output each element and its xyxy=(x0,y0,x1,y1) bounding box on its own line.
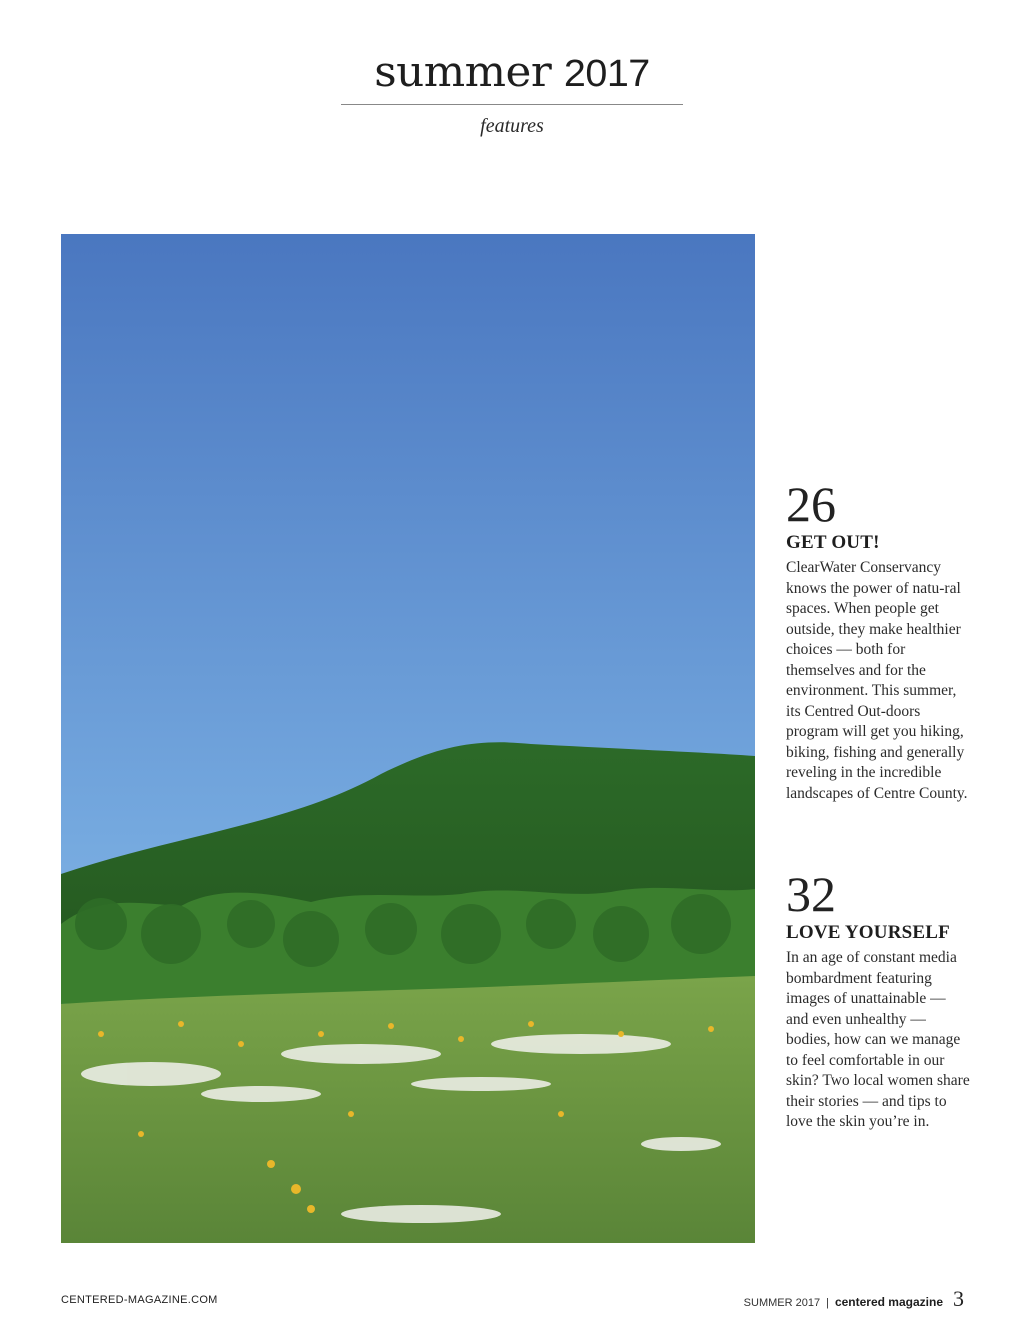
feature-title: LOVE YOURSELF xyxy=(786,922,950,943)
masthead xyxy=(341,46,683,138)
footer-issue: SUMMER 2017 xyxy=(743,1297,821,1309)
feature-page-number: 32 xyxy=(786,866,836,922)
hillside-meadow-photo xyxy=(61,234,755,1243)
footer-folio xyxy=(744,1286,964,1312)
masthead-rule xyxy=(341,104,683,105)
footer-website: CENTERED-MAGAZINE.COM xyxy=(61,1294,218,1306)
landscape-illustration xyxy=(61,234,755,1243)
feature-title: GET OUT! xyxy=(786,532,880,553)
footer-separator: | xyxy=(826,1297,829,1309)
feature-description: ClearWater Conservancy knows the power of natu-ral spaces. When people get outside, they make healthier choices — both for themselves and for the environment. This summer, its Centred Out-doors program will get you hiking, biking, fishing and generally reveling in the incredible landscapes of Centre County. xyxy=(786,559,968,802)
issue-title-word: summer xyxy=(374,47,552,96)
section-label: features xyxy=(480,115,544,137)
feature-love-yourself[interactable] xyxy=(786,866,971,1133)
page-number: 3 xyxy=(953,1286,964,1311)
issue-title-year: 2017 xyxy=(563,53,650,95)
feature-description: In an age of constant media bombardment featuring images of unattainable — and even unhealthy — bodies, how can we manage to feel comfortable in our skin? Two local women share their stories — and tips to love the skin you’re in. xyxy=(786,949,970,1130)
issue-title xyxy=(334,46,690,100)
meadow xyxy=(61,976,755,1243)
feature-get-out[interactable] xyxy=(786,476,971,804)
feature-page-number: 26 xyxy=(786,476,836,532)
footer-magazine-name: centered magazine xyxy=(834,1295,943,1309)
